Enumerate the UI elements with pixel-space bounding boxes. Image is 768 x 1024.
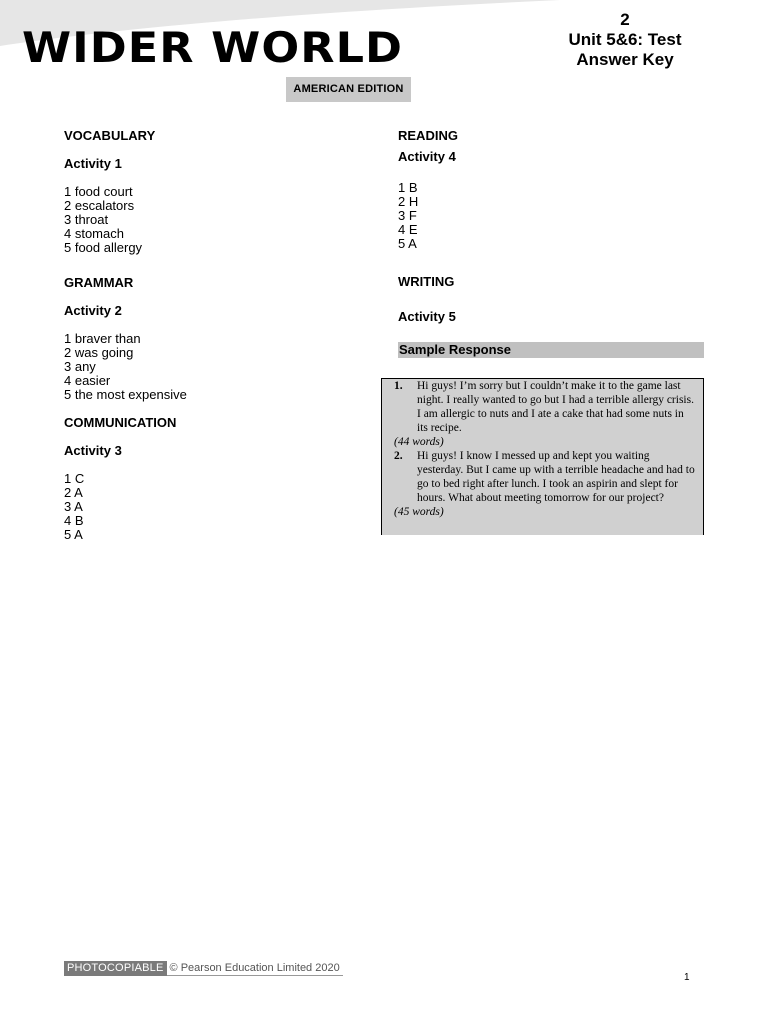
copyright-text: © Pearson Education Limited 2020 <box>167 961 343 976</box>
sample-response-item <box>382 379 703 435</box>
section-heading-vocabulary: VOCABULARY <box>64 128 156 143</box>
activity-title: Activity 3 <box>64 443 122 458</box>
answer-item: 3 A <box>64 499 83 514</box>
answer-item: 4 stomach <box>64 226 124 241</box>
unit-title: Unit 5&6: Test <box>568 30 682 49</box>
section-heading-grammar: GRAMMAR <box>64 275 134 290</box>
sample-response-box <box>381 378 704 535</box>
section-heading-reading: READING <box>398 128 458 143</box>
answer-item: 5 A <box>64 527 83 542</box>
wider-world-logo: WIDER WORLD <box>22 23 404 72</box>
answer-item: 1 food court <box>64 184 133 199</box>
response-number: 2. <box>394 450 403 462</box>
answer-item: 1 braver than <box>64 331 141 346</box>
activity-title: Activity 2 <box>64 303 122 318</box>
answer-item: 2 was going <box>64 345 134 360</box>
answer-item: 4 E <box>398 222 418 237</box>
sample-response-label: Sample Response <box>398 342 704 358</box>
edition-badge: AMERICAN EDITION <box>286 77 411 102</box>
right-column <box>398 129 708 324</box>
answer-item: 2 A <box>64 485 83 500</box>
page-number: 1 <box>684 972 690 983</box>
answer-item: 1 C <box>64 471 85 486</box>
answer-item: 3 throat <box>64 212 109 227</box>
sample-response-item <box>382 449 703 505</box>
section-heading-communication: COMMUNICATION <box>64 415 177 430</box>
activity-title: Activity 4 <box>398 149 456 164</box>
activity-title: Activity 1 <box>64 156 122 171</box>
answer-item: 4 easier <box>64 373 111 388</box>
footer-copyright-bar <box>64 961 343 976</box>
response-text: Hi guys! I know I messed up and kept you waiting yesterday. But I came up with a terrible headache and had to go to bed right after lunch. I took an aspirin and slept for hours. What about meeting tomorrow for our project? <box>417 450 695 504</box>
activity-title: Activity 5 <box>398 309 456 324</box>
unit-title-block <box>540 10 710 70</box>
level-number: 2 <box>620 10 630 29</box>
photocopiable-label: PHOTOCOPIABLE <box>64 961 167 976</box>
response-text: Hi guys! I’m sorry but I couldn’t make it to the game last night. I really wanted to go but I had a terrible allergy crisis. I am allergic to nuts and I ate a cake that had some nuts in its recipe. <box>417 380 694 434</box>
answer-item: 5 food allergy <box>64 240 143 255</box>
answer-item: 2 H <box>398 194 419 209</box>
word-count: (44 words) <box>394 436 444 448</box>
answer-item: 4 B <box>64 513 84 528</box>
left-column <box>64 129 364 542</box>
response-number: 1. <box>394 380 403 392</box>
answer-item: 1 B <box>398 180 418 195</box>
answer-item: 3 any <box>64 359 96 374</box>
answer-item: 3 F <box>398 208 417 223</box>
answer-item: 5 A <box>398 236 417 251</box>
section-heading-writing: WRITING <box>398 274 455 289</box>
answer-item: 5 the most expensive <box>64 387 187 402</box>
word-count: (45 words) <box>394 506 444 518</box>
answer-key-title: Answer Key <box>576 50 674 69</box>
answer-item: 2 escalators <box>64 198 135 213</box>
